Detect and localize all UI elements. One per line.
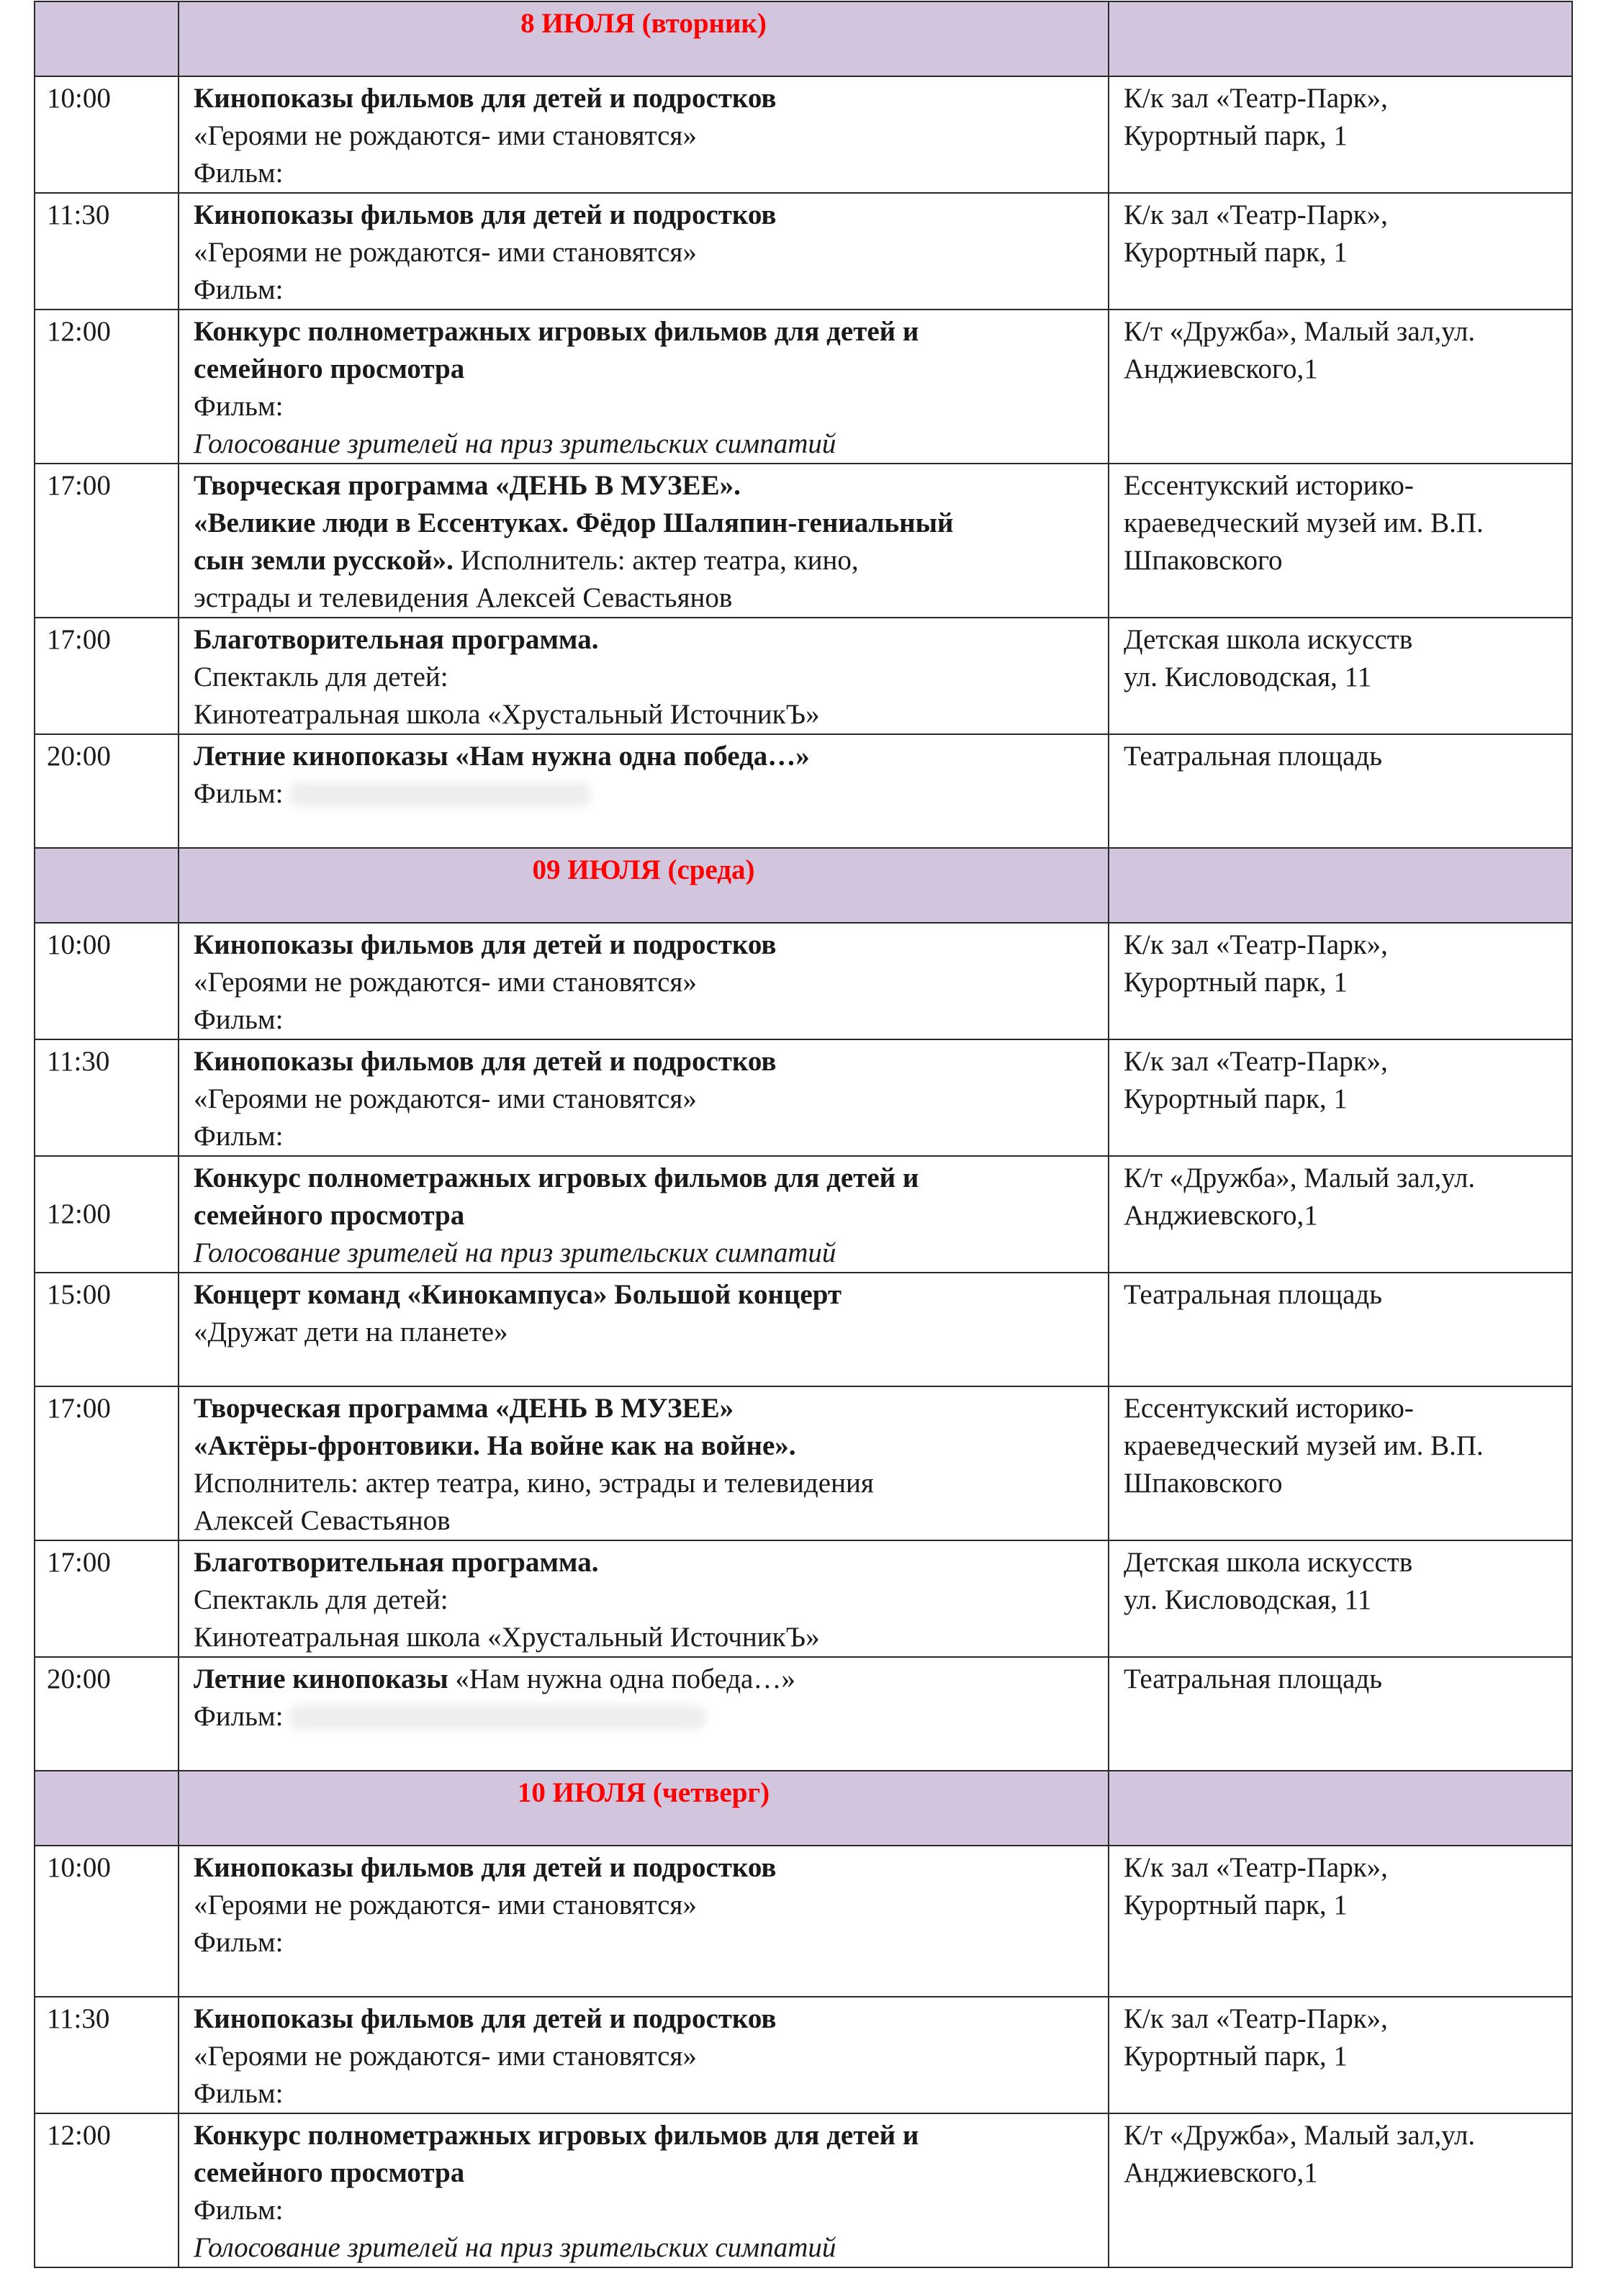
day-header-row: [35, 1771, 1572, 1846]
event-description: [179, 1846, 1109, 1997]
venue-line: Театральная площадь: [1124, 1663, 1383, 1694]
description-line: [194, 1197, 1093, 1234]
event-title-text: «Великие люди в Ессентуках. Фёдор Шаляпин-гениальный: [194, 507, 954, 538]
event-detail-text: «Героями не рождаются- ими становятся»: [194, 1083, 697, 1114]
venue-line: Ессентукский историко-: [1124, 470, 1414, 501]
day-header-empty-cell: [1109, 848, 1572, 923]
event-detail-text: Исполнитель: актер театра, кино,: [453, 545, 859, 576]
event-detail-text: Фильм:: [194, 1927, 284, 1958]
event-detail-text: Кинотеатральная школа «Хрустальный ИсточникЪ»: [194, 699, 820, 730]
event-title-text: Концерт команд «Кинокампуса» Большой концерт: [194, 1279, 842, 1310]
event-description: [179, 1386, 1109, 1540]
day-header-row: [35, 848, 1572, 923]
event-title-text: сын земли русской».: [194, 545, 454, 576]
description-line: [194, 1887, 1093, 1924]
description-line: [194, 2038, 1093, 2075]
description-line: [194, 1118, 1093, 1155]
event-description: [179, 464, 1109, 618]
description-line: [194, 1502, 1093, 1540]
description-line: [194, 271, 1093, 309]
venue-line: Шпаковского: [1124, 545, 1283, 576]
event-detail-text: Фильм:: [194, 2078, 284, 2109]
venue-line: Курортный парк, 1: [1124, 120, 1348, 151]
description-line: [194, 542, 1093, 579]
redacted-film-title: [289, 1705, 706, 1730]
venue-line: Анджиевского,1: [1124, 2157, 1318, 2188]
voting-note-text: Голосование зрителей на приз зрительских симпатий: [194, 1237, 836, 1268]
event-title-text: Благотворительная программа.: [194, 1547, 599, 1578]
event-title-text: Кинопоказы фильмов для детей и подростков: [194, 199, 777, 230]
description-line: [194, 425, 1093, 463]
event-time: 17:00: [35, 1386, 179, 1540]
venue-line: К/т «Дружба», Малый зал,ул.: [1124, 316, 1476, 347]
venue-line: Анджиевского,1: [1124, 353, 1318, 384]
event-row: [35, 923, 1572, 1039]
event-row: [35, 2113, 1572, 2267]
event-title-text: Кинопоказы фильмов для детей и подростков: [194, 1852, 777, 1883]
event-venue: [1109, 1540, 1572, 1657]
description-line: [194, 2075, 1093, 2113]
event-row: [35, 1846, 1572, 1997]
event-title-text: Конкурс полнометражных игровых фильмов для детей и: [194, 316, 919, 347]
event-title-text: семейного просмотра: [194, 1200, 465, 1231]
event-time: 10:00: [35, 1846, 179, 1997]
event-description: [179, 76, 1109, 193]
event-detail-text: Кинотеатральная школа «Хрустальный ИсточникЪ»: [194, 1622, 820, 1653]
event-time: 12:00: [35, 2113, 179, 2267]
event-title-text: Конкурс полнометражных игровых фильмов для детей и: [194, 1162, 919, 1193]
event-description: [179, 1156, 1109, 1273]
event-time: 10:00: [35, 76, 179, 193]
day-header-empty-cell: [35, 1771, 179, 1846]
event-time: 11:30: [35, 193, 179, 310]
venue-line: К/к зал «Театр-Парк»,: [1124, 1046, 1388, 1077]
event-time: 17:00: [35, 618, 179, 734]
description-line: [194, 2192, 1093, 2229]
venue-line: Ессентукский историко-: [1124, 1393, 1414, 1424]
event-description: [179, 923, 1109, 1039]
event-description: [179, 1273, 1109, 1386]
event-row: [35, 1156, 1572, 1273]
venue-line: К/к зал «Театр-Парк»,: [1124, 199, 1388, 230]
event-venue: [1109, 1039, 1572, 1156]
event-row: [35, 1540, 1572, 1657]
description-line: [194, 1465, 1093, 1502]
venue-line: К/к зал «Театр-Парк»,: [1124, 2003, 1388, 2034]
venue-line: К/т «Дружба», Малый зал,ул.: [1124, 1162, 1476, 1193]
description-line: [194, 1661, 1093, 1698]
event-detail-text: Фильм:: [194, 1121, 284, 1152]
description-line: [194, 2154, 1093, 2192]
description-line: [194, 1160, 1093, 1197]
event-detail-text: Фильм:: [194, 391, 284, 422]
event-detail-text: Фильм:: [194, 1004, 284, 1035]
event-detail-text: Алексей Севастьянов: [194, 1505, 451, 1536]
event-time: 12:00: [35, 1156, 179, 1273]
description-line: [194, 2117, 1093, 2154]
event-title-text: Кинопоказы фильмов для детей и подростков: [194, 83, 777, 114]
event-row: [35, 1039, 1572, 1156]
description-line: [194, 2000, 1093, 2038]
venue-line: Детская школа искусств: [1124, 624, 1413, 655]
schedule-body: [35, 1, 1572, 2267]
event-title-text: Творческая программа «ДЕНЬ В МУЗЕЕ»: [194, 1393, 734, 1424]
description-line: [194, 579, 1093, 617]
day-title: 10 ИЮЛЯ (четверг): [179, 1771, 1109, 1846]
venue-line: Курортный парк, 1: [1124, 237, 1348, 268]
day-title: 09 ИЮЛЯ (среда): [179, 848, 1109, 923]
description-line: [194, 388, 1093, 425]
description-line: [194, 313, 1093, 351]
event-venue: [1109, 1273, 1572, 1386]
event-venue: [1109, 1997, 1572, 2113]
description-line: [194, 1234, 1093, 1272]
description-line: [194, 659, 1093, 696]
venue-line: краеведческий музей им. В.П.: [1124, 1430, 1484, 1461]
day-header-row: [35, 1, 1572, 76]
event-title-text: Творческая программа «ДЕНЬ В МУЗЕЕ».: [194, 470, 741, 501]
description-line: [194, 197, 1093, 234]
event-venue: [1109, 76, 1572, 193]
event-description: [179, 2113, 1109, 2267]
event-venue: [1109, 1846, 1572, 1997]
venue-line: Анджиевского,1: [1124, 1200, 1318, 1231]
event-title-text: Кинопоказы фильмов для детей и подростков: [194, 2003, 777, 2034]
event-title-text: семейного просмотра: [194, 353, 465, 384]
day-header-empty-cell: [1109, 1, 1572, 76]
event-detail-text: Спектакль для детей:: [194, 1584, 448, 1615]
event-detail-text: Исполнитель: актер театра, кино, эстрады и телевидения: [194, 1468, 874, 1499]
description-line: [194, 234, 1093, 271]
event-detail-text: «Героями не рождаются- ими становятся»: [194, 120, 697, 151]
event-row: [35, 310, 1572, 464]
event-venue: [1109, 734, 1572, 848]
description-line: [194, 926, 1093, 964]
venue-line: Театральная площадь: [1124, 1279, 1383, 1310]
event-title-text: Летние кинопоказы: [194, 1663, 448, 1694]
venue-line: ул. Кисловодская, 11: [1124, 1584, 1372, 1615]
event-description: [179, 1657, 1109, 1771]
schedule-table: [34, 1, 1573, 2268]
event-detail-text: «Героями не рождаются- ими становятся»: [194, 967, 697, 998]
venue-line: Курортный парк, 1: [1124, 1890, 1348, 1920]
description-line: [194, 1619, 1093, 1656]
description-line: [194, 1314, 1093, 1351]
venue-line: Театральная площадь: [1124, 741, 1383, 772]
event-detail-text: Фильм:: [194, 158, 284, 189]
description-line: [194, 1080, 1093, 1118]
day-header-empty-cell: [35, 1, 179, 76]
event-venue: [1109, 1156, 1572, 1273]
description-line: [194, 1001, 1093, 1039]
description-line: [194, 467, 1093, 505]
description-line: [194, 1544, 1093, 1581]
event-title-text: Конкурс полнометражных игровых фильмов для детей и: [194, 2120, 919, 2151]
event-row: [35, 464, 1572, 618]
event-detail-text: «Дружат дети на планете»: [194, 1317, 508, 1347]
venue-line: К/к зал «Театр-Парк»,: [1124, 929, 1388, 960]
event-time: 11:30: [35, 1039, 179, 1156]
description-line: [194, 80, 1093, 117]
event-venue: [1109, 193, 1572, 310]
event-detail-text: «Героями не рождаются- ими становятся»: [194, 2041, 697, 2072]
event-time: 11:30: [35, 1997, 179, 2113]
event-detail-text: «Нам нужна одна победа…»: [448, 1663, 795, 1694]
event-detail-text: Фильм:: [194, 778, 284, 809]
event-row: [35, 1997, 1572, 2113]
event-venue: [1109, 1657, 1572, 1771]
voting-note-text: Голосование зрителей на приз зрительских симпатий: [194, 2232, 836, 2263]
event-venue: [1109, 310, 1572, 464]
description-line: [194, 1924, 1093, 1961]
day-header-empty-cell: [1109, 1771, 1572, 1846]
venue-line: К/к зал «Театр-Парк»,: [1124, 1852, 1388, 1883]
description-line: [194, 351, 1093, 388]
venue-line: Курортный парк, 1: [1124, 1083, 1348, 1114]
event-title-text: «Актёры-фронтовики. На войне как на войне».: [194, 1430, 796, 1461]
description-line: [194, 1276, 1093, 1314]
venue-line: К/к зал «Театр-Парк»,: [1124, 83, 1388, 114]
event-row: [35, 1273, 1572, 1386]
venue-line: Курортный парк, 1: [1124, 2041, 1348, 2072]
event-description: [179, 734, 1109, 848]
event-title-text: семейного просмотра: [194, 2157, 465, 2188]
event-row: [35, 618, 1572, 734]
event-row: [35, 1386, 1572, 1540]
description-line: [194, 1849, 1093, 1887]
event-time: 20:00: [35, 1657, 179, 1771]
event-venue: [1109, 1386, 1572, 1540]
voting-note-text: Голосование зрителей на приз зрительских симпатий: [194, 428, 836, 459]
description-line: [194, 1581, 1093, 1619]
description-line: [194, 696, 1093, 733]
event-venue: [1109, 618, 1572, 734]
event-description: [179, 1997, 1109, 2113]
event-detail-text: Фильм:: [194, 274, 284, 305]
event-row: [35, 1657, 1572, 1771]
event-description: [179, 618, 1109, 734]
event-description: [179, 310, 1109, 464]
event-venue: [1109, 2113, 1572, 2267]
event-row: [35, 76, 1572, 193]
venue-line: краеведческий музей им. В.П.: [1124, 507, 1484, 538]
description-line: [194, 505, 1093, 542]
description-line: [194, 2229, 1093, 2267]
event-time: 20:00: [35, 734, 179, 848]
event-time: 17:00: [35, 464, 179, 618]
description-line: [194, 1427, 1093, 1465]
event-description: [179, 193, 1109, 310]
event-time: 12:00: [35, 310, 179, 464]
event-detail-text: Спектакль для детей:: [194, 662, 448, 692]
event-description: [179, 1039, 1109, 1156]
event-title-text: Кинопоказы фильмов для детей и подростков: [194, 1046, 777, 1077]
description-line: [194, 117, 1093, 155]
event-detail-text: «Героями не рождаются- ими становятся»: [194, 237, 697, 268]
event-title-text: Кинопоказы фильмов для детей и подростков: [194, 929, 777, 960]
description-line: [194, 775, 1093, 813]
event-detail-text: Фильм:: [194, 1701, 284, 1732]
description-line: [194, 1043, 1093, 1080]
event-time: 17:00: [35, 1540, 179, 1657]
description-line: [194, 738, 1093, 775]
redacted-film-title: [289, 782, 591, 807]
event-venue: [1109, 923, 1572, 1039]
venue-line: Шпаковского: [1124, 1468, 1283, 1499]
venue-line: Детская школа искусств: [1124, 1547, 1413, 1578]
event-row: [35, 734, 1572, 848]
event-title-text: Благотворительная программа.: [194, 624, 599, 655]
event-description: [179, 1540, 1109, 1657]
event-time: 10:00: [35, 923, 179, 1039]
day-title: 8 ИЮЛЯ (вторник): [179, 1, 1109, 76]
day-header-empty-cell: [35, 848, 179, 923]
venue-line: К/т «Дружба», Малый зал,ул.: [1124, 2120, 1476, 2151]
description-line: [194, 1390, 1093, 1427]
event-time: 15:00: [35, 1273, 179, 1386]
description-line: [194, 155, 1093, 192]
event-detail-text: эстрады и телевидения Алексей Севастьянов: [194, 582, 733, 613]
venue-line: Курортный парк, 1: [1124, 967, 1348, 998]
event-detail-text: Фильм:: [194, 2195, 284, 2226]
event-title-text: Летние кинопоказы «Нам нужна одна победа…»: [194, 741, 810, 772]
description-line: [194, 1698, 1093, 1735]
venue-line: ул. Кисловодская, 11: [1124, 662, 1372, 692]
event-row: [35, 193, 1572, 310]
event-venue: [1109, 464, 1572, 618]
event-detail-text: «Героями не рождаются- ими становятся»: [194, 1890, 697, 1920]
description-line: [194, 621, 1093, 659]
description-line: [194, 964, 1093, 1001]
